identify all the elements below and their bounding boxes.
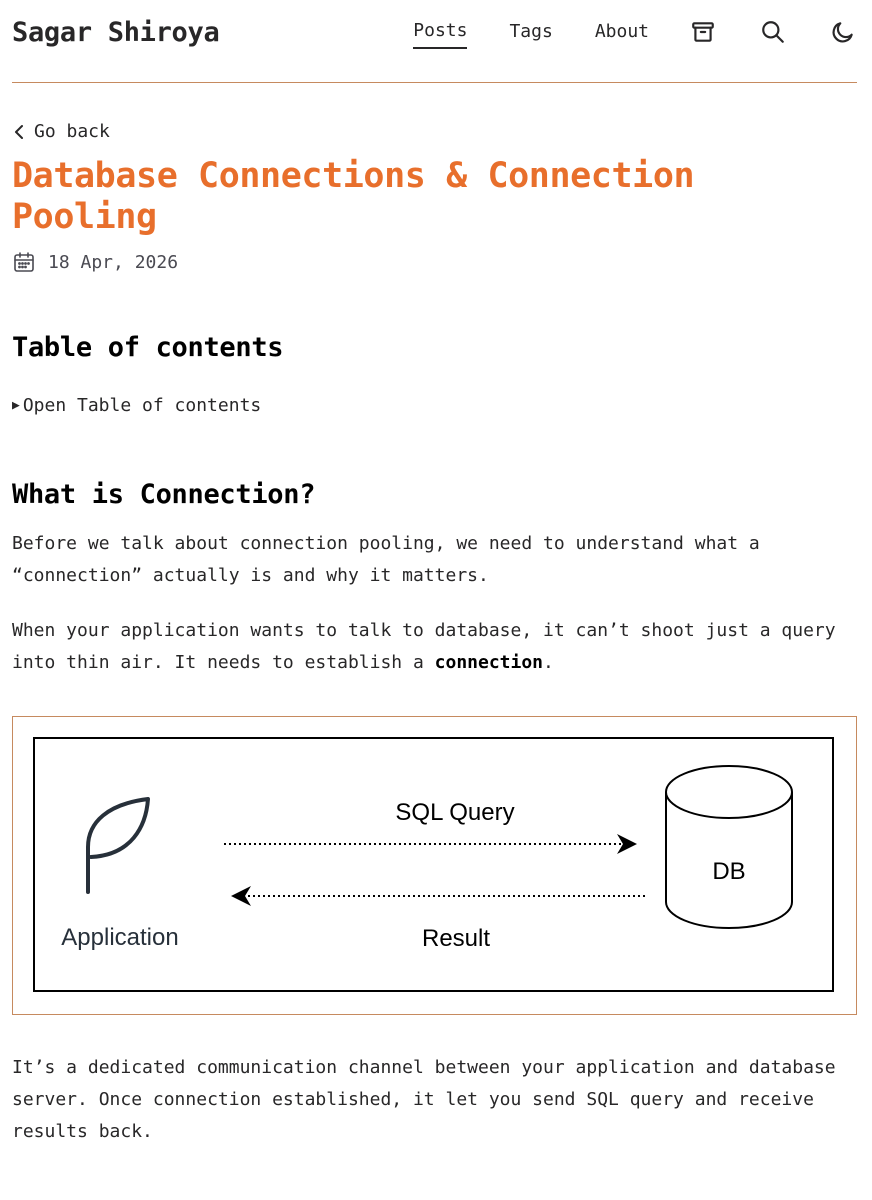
post-date — [12, 250, 178, 274]
search-icon[interactable] — [759, 18, 787, 46]
diagram-svg — [13, 717, 856, 1014]
post-title: Database Connections & Connection Pooling — [12, 156, 695, 237]
paragraph-connection-text: When your application wants to talk to database, it can’t shoot just a query into thin air. It needs to establish a — [12, 620, 836, 673]
toc-toggle[interactable] — [12, 395, 261, 416]
paragraph-connection — [12, 615, 857, 679]
connection-diagram — [12, 716, 857, 1015]
nav-about-link[interactable]: About — [594, 21, 649, 42]
connection-bold-text: connection — [434, 652, 544, 673]
sql-query-label: SQL Query — [395, 799, 515, 826]
nav-tags-link[interactable]: Tags — [509, 21, 553, 42]
app-label: Application — [61, 924, 179, 951]
database-cylinder-icon — [666, 766, 792, 928]
site-title-link[interactable]: Sagar Shiroya — [12, 17, 220, 48]
toc-heading: Table of contents — [12, 332, 284, 363]
site-header — [12, 0, 857, 83]
archive-icon[interactable] — [689, 18, 717, 46]
section-heading: What is Connection? — [12, 479, 316, 510]
chevron-left-icon — [12, 123, 26, 141]
go-back-label: Go back — [34, 121, 110, 142]
paragraph-intro: Before we talk about connection pooling, we need to understand what a “connection” actually is and why it matters. — [12, 533, 760, 586]
db-label: DB — [712, 858, 746, 885]
toc-toggle-label: Open Table of contents — [22, 395, 262, 416]
go-back-link[interactable] — [12, 121, 110, 142]
calendar-icon — [12, 250, 36, 274]
post-date-text: 18 Apr, 2026 — [48, 251, 179, 273]
paragraph-channel: It’s a dedicated communication channel between your application and database server. Once connection established, it let you send SQL query and receive results back. — [12, 1057, 836, 1142]
triangle-right-icon: ▶ — [12, 398, 20, 413]
main-nav — [371, 20, 857, 49]
result-label: Result — [421, 925, 491, 952]
paragraph-connection-end: . — [543, 652, 554, 673]
nav-posts-link[interactable]: Posts — [413, 20, 467, 49]
moon-icon[interactable] — [829, 18, 857, 46]
